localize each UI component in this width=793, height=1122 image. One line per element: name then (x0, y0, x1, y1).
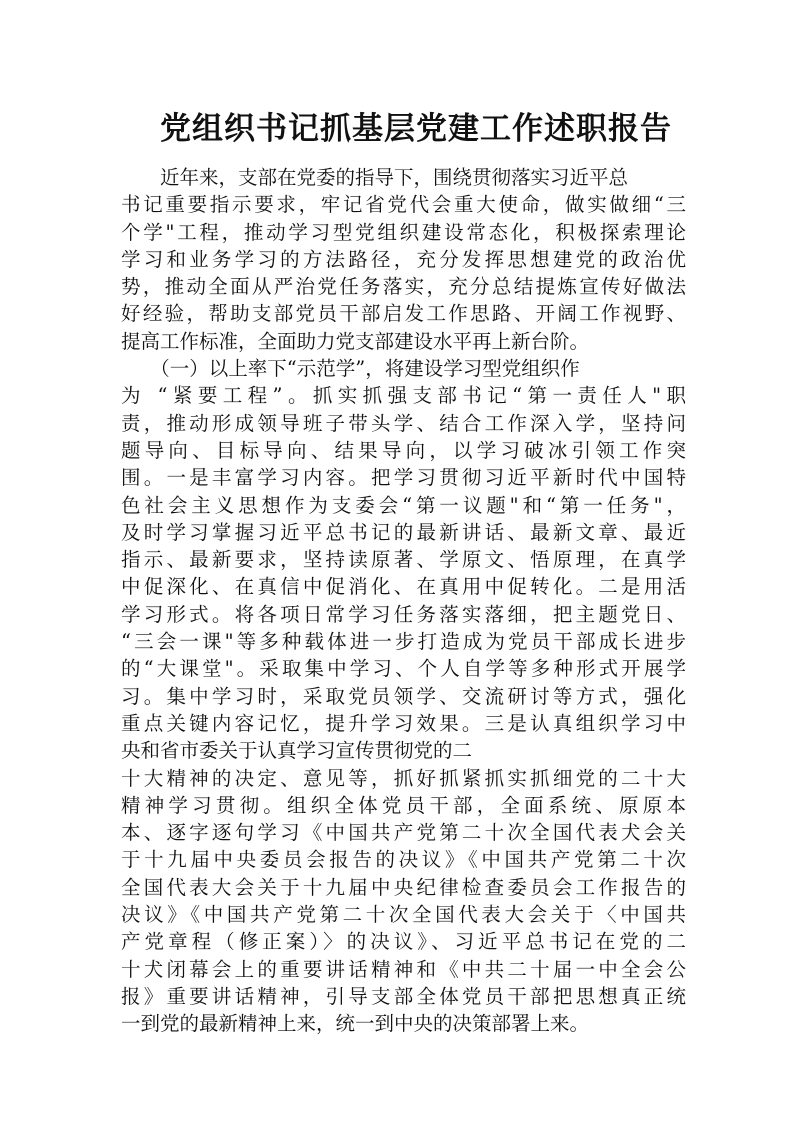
paragraph-line: 围。一是丰富学习内容。把学习贯彻习近平新时代中国特 (121, 466, 686, 490)
paragraph-line: 个学"工程，推动学习型党组织建设常态化，积极探索理论 (121, 220, 686, 244)
paragraph-line: 学习和业务学习的方法路径，充分发挥思想建党的政治优 (121, 247, 686, 271)
paragraph-line: 习。集中学习时，采取党员领学、交流研讨等方式，强化 (121, 684, 686, 708)
paragraph-line: 题导向、目标导向、结果导向，以学习破冰引领工作突 (121, 438, 686, 462)
paragraph-line: “三会一课"等多种载体进一步打造成为党员干部成长进步 (121, 630, 686, 654)
paragraph-line: 色社会主义思想作为支委会“第一议题"和“第一任务"， (121, 493, 686, 517)
paragraph-line: 的“大课堂"。采取集中学习、个人自学等多种形式开展学 (121, 657, 686, 681)
paragraph-line: 报》重要讲话精神，引导支部全体党员干部把思想真正统 (121, 984, 686, 1008)
paragraph-line: 于十九届中央委员会报告的决议》《中国共产党第二十次 (121, 848, 686, 872)
paragraph-line: 提高工作标准，全面助力党支部建设水平再上新台阶。 (121, 329, 590, 353)
paragraph-line: 决议》《中国共产党第二十次全国代表大会关于〈中国共 (121, 903, 686, 927)
paragraph-line: 责，推动形成领导班子带头学、结合工作深入学，坚持问 (121, 411, 686, 435)
paragraph-line: 指示、最新要求，坚持读原著、学原文、悟原理，在真学 (121, 548, 686, 572)
paragraph-line: （一）以上率下“示范学”，将建设学习型党组织作 (121, 357, 580, 381)
document-title: 党组织书记抓基层党建工作述职报告 (160, 111, 672, 147)
paragraph-line: 央和省市委关于认真学习宣传贯彻党的二 (121, 739, 473, 763)
paragraph-line: 十犬闭幕会上的重要讲话精神和《中共二十届一中全会公 (121, 957, 686, 981)
paragraph-line: 好经验，帮助支部党员干部启发工作思路、开阔工作视野、 (121, 302, 686, 326)
paragraph-line: 学习形式。将各项日常学习任务落实落细，把主题党日、 (121, 602, 686, 626)
paragraph-line: 本、逐字逐句学习《中国共产党第二十次全国代表犬会关 (121, 821, 686, 845)
document-body (121, 164, 686, 1038)
paragraph-line: 为 “紧要工程”。抓实抓强支部书记“第一责任人"职 (121, 384, 686, 408)
paragraph-line: 十大精神的决定、意见等，抓好抓紧抓实抓细党的二十大 (121, 766, 686, 790)
paragraph-line: 全国代表大会关于十九届中央纪律检查委员会工作报告的 (121, 875, 686, 899)
paragraph-line: 产党章程（修正案）〉的决议》、习近平总书记在党的二 (121, 930, 686, 954)
paragraph-line: 一到党的最新精神上来，统一到中央的决策部署上来。 (121, 1012, 590, 1036)
paragraph-line: 精神学习贯彻。组织全体党员干部，全面系统、原原本 (121, 793, 686, 817)
paragraph-line: 书记重要指示要求，牢记省党代会重大使命，做实做细“三 (121, 193, 686, 217)
paragraph-line: 势，推动全面从严治党任务落实，充分总结提炼宣传好做法 (121, 275, 686, 299)
paragraph-line: 重点关键内容记忆，提升学习效果。三是认真组织学习中 (121, 711, 686, 735)
paragraph-line: 近年来，支部在党委的指导下，围绕贯彻落实习近平总 (121, 166, 629, 189)
paragraph-line: 中促深化、在真信中促消化、在真用中促转化。二是用活 (121, 575, 686, 599)
paragraph-line: 及时学习掌握习近平总书记的最新讲话、最新文章、最近 (121, 520, 686, 544)
